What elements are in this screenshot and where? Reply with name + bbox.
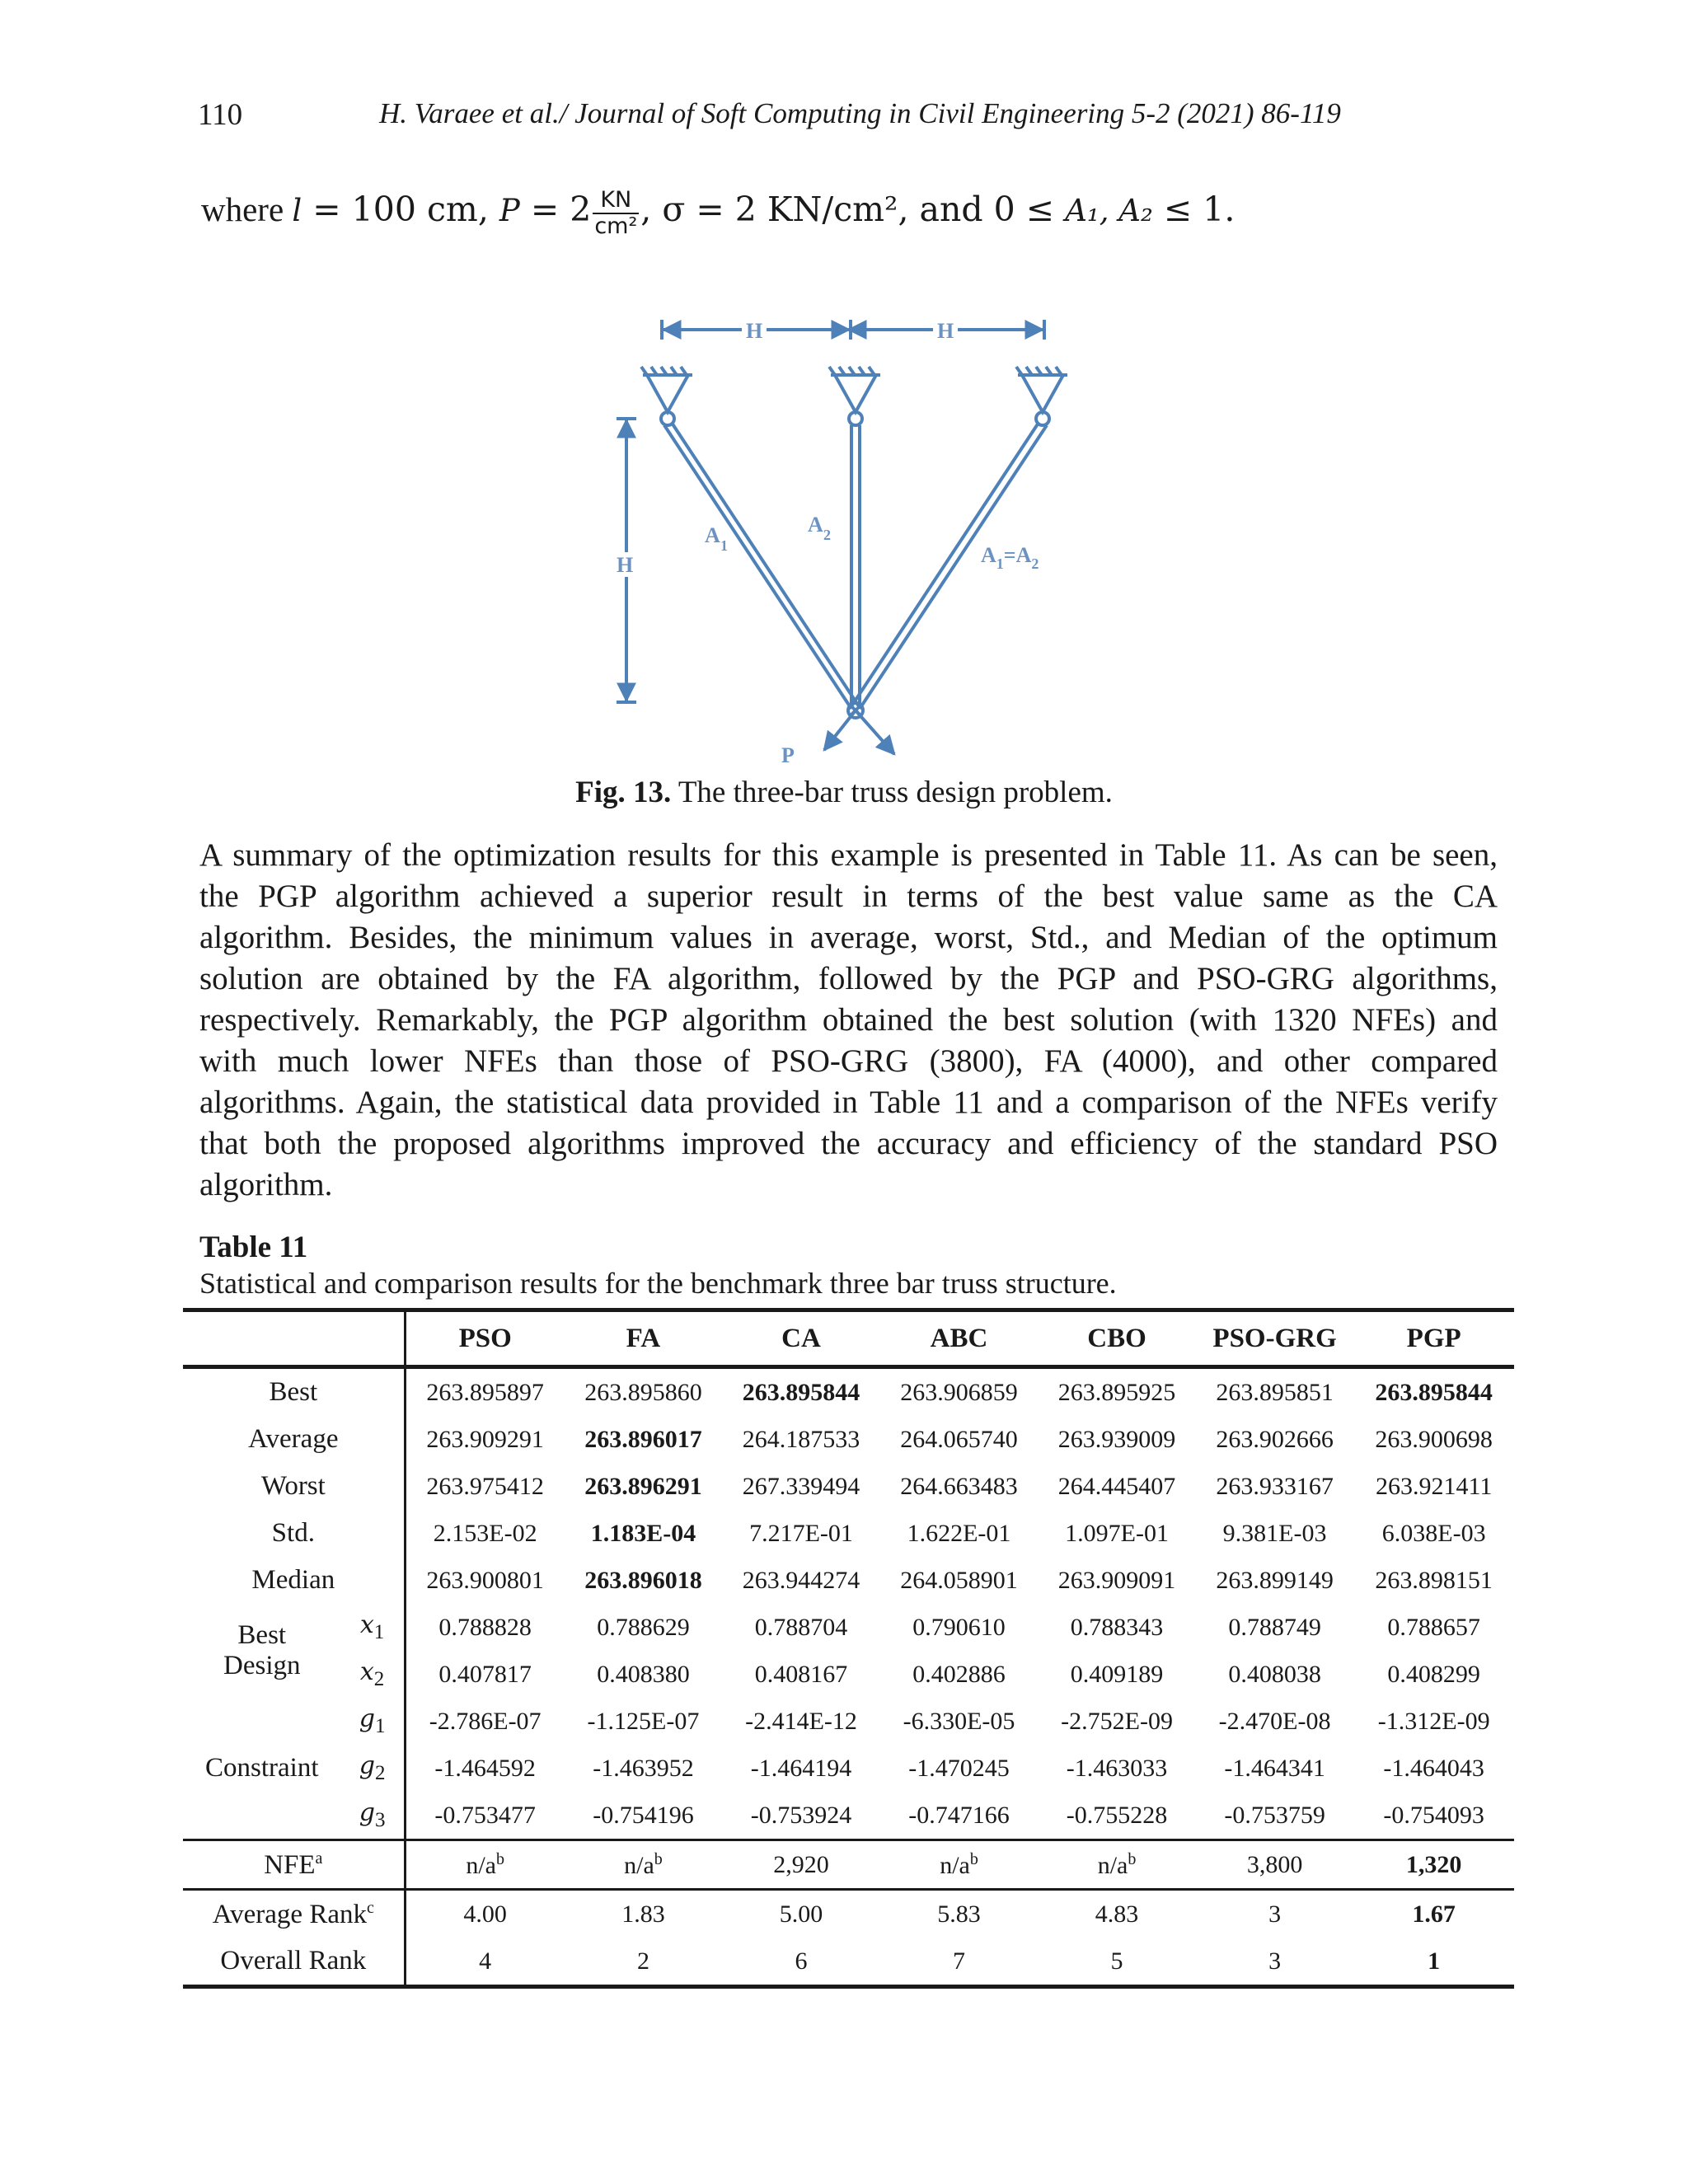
cell-value: 3,800 xyxy=(1246,1850,1303,1878)
table-cell: 2 xyxy=(636,1947,649,1975)
label-A1eqA2-sub1: 1 xyxy=(996,555,1004,572)
support-middle xyxy=(829,367,880,425)
table-cell: 0.788343 xyxy=(1070,1613,1164,1641)
table-row xyxy=(183,1367,1514,1417)
table-cell: 263.939009 xyxy=(1057,1425,1176,1453)
footnote-marker: b xyxy=(495,1849,504,1868)
table-row xyxy=(183,1510,1514,1557)
constraint-symbol xyxy=(341,1698,406,1745)
table-cell: -1.464194 xyxy=(750,1754,852,1782)
table-cell: 2.153E-02 xyxy=(433,1519,537,1547)
table-cell: 0.788657 xyxy=(1387,1613,1480,1641)
column-header: CA xyxy=(781,1323,821,1353)
table-cell: 263.944274 xyxy=(742,1566,860,1594)
table-cell: 0.407817 xyxy=(438,1660,532,1688)
load-arrow-right xyxy=(856,710,894,754)
label-H-top-right: H xyxy=(937,319,954,343)
table-cell: 1.67 xyxy=(1412,1900,1456,1928)
table-cell: 7.217E-01 xyxy=(749,1519,853,1547)
table-row xyxy=(183,1557,1514,1604)
table-body xyxy=(183,1367,1514,1987)
row-label: Std. xyxy=(183,1510,405,1557)
paragraph-line: respectively. Remarkably, the PGP algorithm obtained the best solution (with 1320 NFEs) and xyxy=(199,1002,1498,1038)
table-cell xyxy=(722,1840,880,1890)
table-cell: 4.00 xyxy=(463,1900,507,1928)
paragraph-line: with much lower NFEs than those of PSO-GRG (3800), FA (4000), and other compared xyxy=(199,1043,1498,1079)
table-cell: 263.895844 xyxy=(742,1378,860,1406)
label-A1eqA2 xyxy=(981,543,1039,572)
table-row xyxy=(183,1792,1514,1840)
table-cell: -1.464592 xyxy=(434,1754,536,1782)
table-cell: 264.065740 xyxy=(900,1425,1018,1453)
table-row xyxy=(183,1698,1514,1745)
table-cell: -0.747166 xyxy=(908,1801,1010,1829)
table-cell: -1.464341 xyxy=(1224,1754,1325,1782)
table-cell: -6.330E-05 xyxy=(903,1707,1015,1735)
table-row xyxy=(183,1651,1514,1698)
label-A1eqA2-sub2: 2 xyxy=(1031,555,1039,572)
body-paragraph xyxy=(199,835,1498,1206)
frac-numerator: KN xyxy=(593,188,639,214)
column-header: FA xyxy=(626,1323,661,1353)
symbol-subscript: 2 xyxy=(373,1668,385,1690)
load-arrow-left xyxy=(824,710,856,750)
table-cell: 0.408380 xyxy=(597,1660,690,1688)
table-cell: 4.83 xyxy=(1095,1900,1139,1928)
table-row-nfe xyxy=(183,1840,1514,1890)
table-cell: -1.463952 xyxy=(593,1754,694,1782)
label-A1: A xyxy=(705,523,720,547)
eq-part3: , σ = 2 KN/cm², and 0 ≤ xyxy=(640,190,1066,230)
table-caption: Statistical and comparison results for the benchmark three bar truss structure. xyxy=(199,1267,1117,1300)
table-cell: 4 xyxy=(479,1947,492,1975)
row-label: Best xyxy=(183,1367,405,1417)
symbol-letter: g xyxy=(359,1798,375,1827)
table-cell: 263.906859 xyxy=(900,1378,1018,1406)
table-cell: -0.755228 xyxy=(1066,1801,1168,1829)
table-cell: 3 xyxy=(1268,1900,1282,1928)
table-cell: 1.622E-01 xyxy=(907,1519,1011,1547)
table-cell: 0.402886 xyxy=(912,1660,1006,1688)
table-cell: -1.470245 xyxy=(908,1754,1010,1782)
row-label xyxy=(183,1890,405,1938)
label-A1-sub: 1 xyxy=(720,537,728,554)
equation-line xyxy=(201,188,1235,238)
table-cell: 0.408299 xyxy=(1387,1660,1480,1688)
table-cell: 1.183E-04 xyxy=(590,1519,696,1547)
table-cell: -0.754093 xyxy=(1383,1801,1484,1829)
paragraph-line: that both the proposed algorithms improved the accuracy and efficiency of the standard PSO xyxy=(199,1126,1498,1161)
table-cell: 264.445407 xyxy=(1057,1472,1176,1500)
symbol-subscript: 1 xyxy=(373,1621,385,1643)
best-design-label-1: Best xyxy=(237,1620,287,1650)
eq-P: P xyxy=(499,193,520,229)
eq-tail: ≤ 1. xyxy=(1152,190,1236,230)
table-cell: 264.663483 xyxy=(900,1472,1018,1500)
row-label: Average xyxy=(183,1416,405,1463)
table-cell: 263.900801 xyxy=(426,1566,544,1594)
label-A1eqA2-mid: =A xyxy=(1003,543,1032,567)
table-row xyxy=(183,1416,1514,1463)
symbol-subscript: 1 xyxy=(374,1715,386,1737)
table-cell: 263.921411 xyxy=(1375,1472,1493,1500)
table-cell: 0.409189 xyxy=(1070,1660,1164,1688)
table-cell: 0.408167 xyxy=(754,1660,848,1688)
eq-fraction xyxy=(593,188,639,238)
label-H-top-left: H xyxy=(746,319,763,343)
table-cell: 263.909291 xyxy=(426,1425,544,1453)
table-cell: -1.312E-09 xyxy=(1377,1707,1490,1735)
support-right xyxy=(1016,367,1067,425)
table-cell: 6 xyxy=(795,1947,808,1975)
footnote-marker: b xyxy=(654,1849,663,1868)
bar-middle xyxy=(851,425,860,707)
table-cell: 0.788704 xyxy=(754,1613,848,1641)
eq-where: where xyxy=(201,190,284,229)
avg-rank-label-text: Average Rank xyxy=(212,1899,367,1929)
running-header: H. Varaee et al./ Journal of Soft Computing in Civil Engineering 5-2 (2021) 86-119 xyxy=(379,97,1341,129)
table-cell: 0.790610 xyxy=(912,1613,1006,1641)
table-cell: -2.752E-09 xyxy=(1061,1707,1173,1735)
cell-value: n/a xyxy=(1097,1851,1128,1879)
paragraph-line: A summary of the optimization results for this example is presented in Table 11. As can be seen, xyxy=(199,837,1498,873)
row-label: Worst xyxy=(183,1463,405,1510)
table-row xyxy=(183,1604,1514,1651)
frac-denominator: cm² xyxy=(594,213,638,239)
table-row-average-rank xyxy=(183,1890,1514,1938)
table-cell: 263.933167 xyxy=(1216,1472,1334,1500)
table-cell: -1.125E-07 xyxy=(587,1707,700,1735)
table-cell: 263.895897 xyxy=(426,1378,544,1406)
symbol-letter: x xyxy=(359,1657,374,1686)
table-cell: -0.753759 xyxy=(1224,1801,1325,1829)
best-design-label xyxy=(183,1604,341,1698)
symbol-letter: g xyxy=(359,1704,375,1733)
paragraph-line: algorithm. Besides, the minimum values in average, worst, Std., and Median of the optimum xyxy=(199,920,1498,955)
row-label xyxy=(183,1840,405,1890)
table-cell: 263.895851 xyxy=(1216,1378,1334,1406)
table-header-row xyxy=(183,1310,1514,1367)
table-cell: 263.975412 xyxy=(426,1472,544,1500)
symbol-subscript: 2 xyxy=(374,1762,386,1784)
table-cell: 267.339494 xyxy=(742,1472,860,1500)
row-label: Overall Rank xyxy=(183,1938,405,1987)
table-cell: 9.381E-03 xyxy=(1222,1519,1327,1547)
label-P: P xyxy=(781,743,795,767)
eq-part1: = 100 cm, xyxy=(302,190,499,230)
table-cell: -0.754196 xyxy=(593,1801,694,1829)
table-cell: -1.463033 xyxy=(1066,1754,1168,1782)
figure-label: Fig. 13. xyxy=(575,776,672,809)
table-cell xyxy=(565,1840,723,1890)
cell-value: n/a xyxy=(466,1851,496,1879)
table-cell: -2.414E-12 xyxy=(745,1707,857,1735)
table-cell: 263.895925 xyxy=(1057,1378,1176,1406)
symbol-subscript: 3 xyxy=(374,1809,386,1831)
table-cell xyxy=(405,1840,565,1890)
table-row xyxy=(183,1463,1514,1510)
constraint-symbol xyxy=(341,1792,406,1840)
table-cell: 3 xyxy=(1268,1947,1282,1975)
figure-caption xyxy=(0,775,1688,810)
table-cell: 263.909091 xyxy=(1057,1566,1176,1594)
label-A2-sub: 2 xyxy=(823,527,831,543)
footnote-marker: a xyxy=(315,1849,323,1868)
header-corner xyxy=(183,1310,405,1367)
column-header: PGP xyxy=(1406,1323,1461,1353)
constraint-label: Constraint xyxy=(205,1753,319,1783)
table-cell: 263.896291 xyxy=(584,1472,702,1500)
table-cell: 264.058901 xyxy=(900,1566,1018,1594)
truss-figure xyxy=(577,313,1113,775)
column-header: PSO-GRG xyxy=(1212,1323,1337,1353)
table-label: Table 11 xyxy=(199,1230,308,1264)
table-cell xyxy=(1038,1840,1196,1890)
cell-value: n/a xyxy=(940,1851,970,1879)
constraint-symbol xyxy=(341,1745,406,1792)
table-cell: 263.896017 xyxy=(584,1425,702,1453)
table-cell: -0.753924 xyxy=(750,1801,852,1829)
paragraph-line: algorithm. xyxy=(199,1167,333,1202)
eq-part2: = 2 xyxy=(519,190,592,230)
table-cell: 0.788828 xyxy=(438,1613,532,1641)
eq-vars: A₁, A₂ xyxy=(1065,193,1153,229)
table-cell: -1.464043 xyxy=(1383,1754,1484,1782)
table-cell xyxy=(1353,1840,1514,1890)
label-H-side: H xyxy=(617,553,634,577)
table-row xyxy=(183,1745,1514,1792)
table-cell: 263.900698 xyxy=(1375,1425,1493,1453)
column-header: PSO xyxy=(458,1323,512,1353)
page-number: 110 xyxy=(198,98,243,132)
table-cell: -2.786E-07 xyxy=(429,1707,542,1735)
table-cell: 263.895844 xyxy=(1375,1378,1493,1406)
label-A1eqA2-a: A xyxy=(981,543,996,567)
table-cell: 0.408038 xyxy=(1228,1660,1321,1688)
table-cell: 263.899149 xyxy=(1216,1566,1334,1594)
support-left xyxy=(641,367,692,425)
variable-symbol xyxy=(341,1651,406,1698)
table-cell: -0.753477 xyxy=(434,1801,536,1829)
cell-value: 2,920 xyxy=(773,1850,829,1878)
symbol-letter: g xyxy=(359,1751,375,1780)
nfe-label-text: NFE xyxy=(264,1849,316,1880)
table-cell: 264.187533 xyxy=(742,1425,860,1453)
table-cell xyxy=(880,1840,1039,1890)
figure-caption-text: The three-bar truss design problem. xyxy=(671,776,1113,809)
table-cell: 1.097E-01 xyxy=(1065,1519,1169,1547)
footnote-marker: b xyxy=(1128,1849,1137,1868)
paragraph-line: solution are obtained by the FA algorithm, followed by the PGP and PSO-GRG algorithms, xyxy=(199,961,1498,996)
table-cell xyxy=(1196,1840,1354,1890)
column-header: ABC xyxy=(930,1323,988,1353)
footnote-marker: c xyxy=(366,1898,374,1917)
footnote-marker: b xyxy=(969,1849,978,1868)
table-cell: 5.83 xyxy=(937,1900,981,1928)
table-cell: 7 xyxy=(953,1947,966,1975)
table-cell: 0.788749 xyxy=(1228,1613,1321,1641)
table-cell: 1.83 xyxy=(621,1900,665,1928)
eq-l: l xyxy=(292,193,302,229)
table-cell: 0.788629 xyxy=(597,1613,690,1641)
table-cell: 263.898151 xyxy=(1375,1566,1493,1594)
paragraph-line: the PGP algorithm achieved a superior result in terms of the best value same as the CA xyxy=(199,879,1498,914)
bar-left xyxy=(664,423,859,709)
column-header: CBO xyxy=(1087,1323,1146,1353)
variable-symbol xyxy=(341,1604,406,1651)
table-cell: -2.470E-08 xyxy=(1218,1707,1331,1735)
best-design-label-2: Design xyxy=(223,1651,301,1680)
symbol-letter: x xyxy=(359,1610,374,1639)
table-cell: 263.896018 xyxy=(584,1566,702,1594)
table-cell: 6.038E-03 xyxy=(1381,1519,1486,1547)
table-cell: 5 xyxy=(1110,1947,1123,1975)
results-table xyxy=(183,1308,1514,1989)
paragraph-line: algorithms. Again, the statistical data provided in Table 11 and a comparison of the NFEs verify xyxy=(199,1085,1498,1120)
table-cell: 263.895860 xyxy=(584,1378,702,1406)
label-A2: A xyxy=(808,513,823,537)
cell-value: 1,320 xyxy=(1405,1850,1462,1878)
table-cell: 5.00 xyxy=(779,1900,823,1928)
table-row-overall-rank xyxy=(183,1938,1514,1987)
table-cell: 1 xyxy=(1428,1947,1441,1975)
row-label: Median xyxy=(183,1557,405,1604)
cell-value: n/a xyxy=(624,1851,654,1879)
table-cell: 263.902666 xyxy=(1216,1425,1334,1453)
